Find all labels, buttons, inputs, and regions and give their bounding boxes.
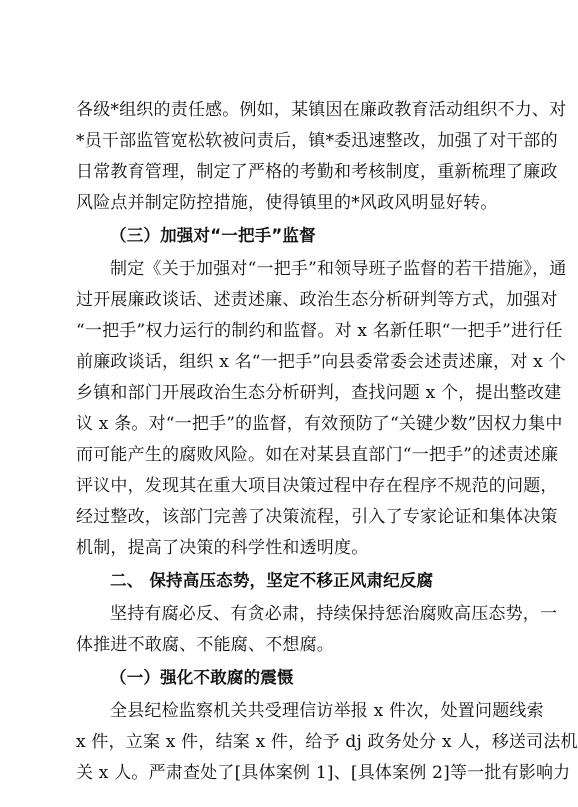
body-text-line: 议 x 条。对“一把手”的监督，有效预防了“关键少数”因权力集中 (76, 414, 563, 434)
body-text-line: 前廉政谈话，组织 x 名“一把手”向县委常委会述责述廉，对 x 个 (76, 352, 566, 372)
body-text-line: 各级*组织的责任感。例如，某镇因在廉政教育活动组织不力、对 (76, 100, 567, 120)
section-heading: （一）强化不敢腐的震慑 (110, 668, 294, 687)
body-text-line: 风险点并制定防控措施，使得镇里的*风政风明显好转。 (76, 193, 498, 213)
body-text-line: 关 x 人。严肃查处了[具体案例 1]、[具体案例 2]等一批有影响力 (76, 763, 571, 783)
body-text-line: *员干部监管宽松软被问责后，镇*委迅速整改，加强了对干部的 (76, 131, 558, 151)
body-text-line: 坚持有腐必反、有贪必肃，持续保持惩治腐败高压态势，一 (110, 604, 558, 624)
body-text-line: 过开展廉政谈话、述责述廉、政治生态分析研判等方式，加强对 (76, 290, 558, 310)
body-text-line: “一把手”权力运行的制约和监督。对 x 名新任职“一把手”进行任 (76, 321, 563, 341)
body-text-line: 乡镇和部门开展政治生态分析研判，查找问题 x 个，提出整改建 (76, 383, 562, 403)
body-text-line: 评议中，发现其在重大项目决策过程中存在程序不规范的问题， (76, 476, 558, 496)
body-text-line: 机制，提高了决策的科学性和透明度。 (76, 538, 369, 558)
body-text-line: 全县纪检监察机关共受理信访举报 x 件次，处置问题线索 (110, 701, 544, 721)
body-text-line: 日常教育管理，制定了严格的考勤和考核制度，重新梳理了廉政 (76, 162, 558, 182)
body-text-line: 体推进不敢腐、不能腐、不想腐。 (76, 635, 334, 655)
section-heading: （三）加强对“一把手”监督 (110, 226, 316, 245)
body-text-line: x 件，立案 x 件，结案 x 件，给予 dj 政务处分 x 人，移送司法机 (76, 732, 578, 752)
chapter-heading: 二、 保持高压态势，坚定不移正风肃纪反腐 (110, 571, 434, 590)
body-text-line: 经过整改，该部门完善了决策流程，引入了专家论证和集体决策 (76, 507, 558, 527)
body-text-line: 制定《关于加强对“一把手”和领导班子监督的若干措施》，通 (110, 259, 567, 279)
body-text-line: 而可能产生的腐败风险。如在对某县直部门“一把手”的述责述廉 (76, 445, 559, 465)
